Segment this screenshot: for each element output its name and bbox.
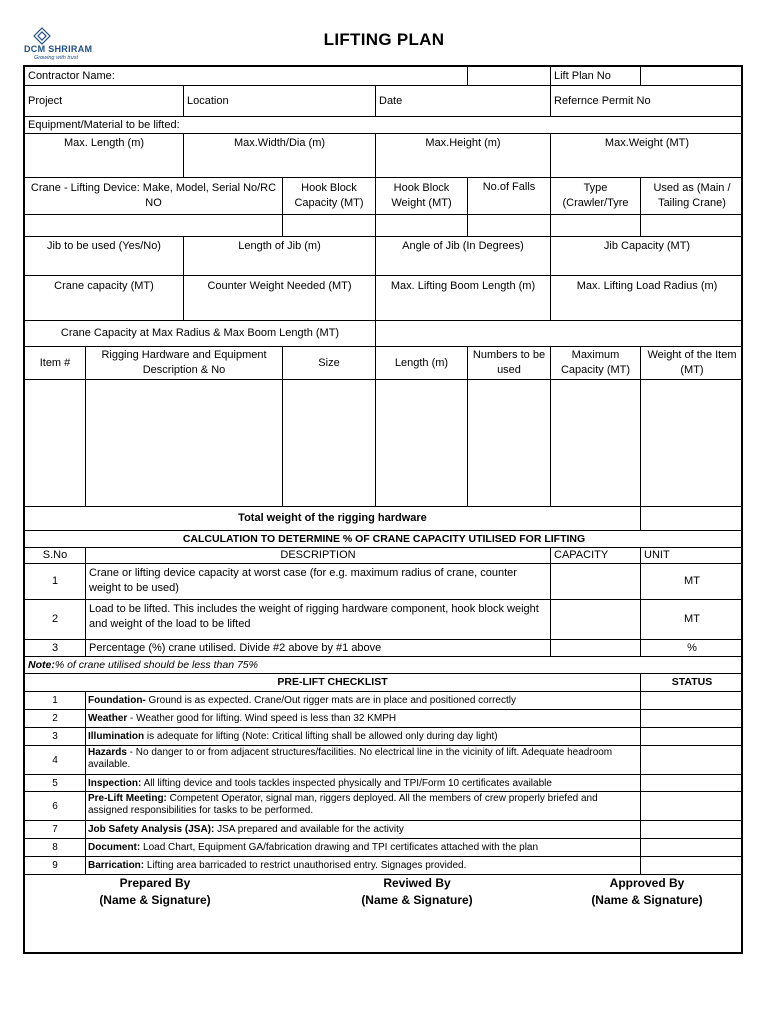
max-width-label: Max.Width/Dia (m) bbox=[184, 134, 376, 178]
checklist-item-bold: Foundation- bbox=[88, 695, 146, 706]
rigging-header-length: Length (m) bbox=[376, 347, 468, 380]
reviewed-by-block bbox=[343, 875, 491, 909]
calc-row-1-capacity[interactable] bbox=[551, 564, 641, 600]
rigging-header-numbers: Numbers to be used bbox=[468, 347, 551, 380]
jib-capacity-label: Jib Capacity (MT) bbox=[551, 237, 743, 276]
no-of-falls-label: No.of Falls bbox=[468, 178, 551, 215]
checklist-item-bold: Illumination bbox=[88, 731, 145, 742]
checklist-item-bold: Job Safety Analysis (JSA): bbox=[88, 824, 215, 835]
calc-header-capacity: CAPACITY bbox=[551, 548, 641, 564]
max-load-radius-label: Max. Lifting Load Radius (m) bbox=[551, 276, 743, 321]
checklist-item-bold: Barrication: bbox=[88, 860, 145, 871]
checklist-item-desc: Ground is as expected. Crane/Out rigger mats are in place and positioned correctly bbox=[145, 695, 516, 706]
jib-length-label: Length of Jib (m) bbox=[184, 237, 376, 276]
equipment-label: Equipment/Material to be lifted: bbox=[25, 117, 743, 134]
max-height-label: Max.Height (m) bbox=[376, 134, 551, 178]
checklist-item-status[interactable] bbox=[641, 821, 743, 839]
page-title: LIFTING PLAN bbox=[323, 30, 445, 49]
calc-row-2-unit: MT bbox=[641, 600, 743, 640]
checklist-item-text bbox=[86, 775, 641, 792]
calc-row-1-unit: MT bbox=[641, 564, 743, 600]
capacity-at-max-field[interactable] bbox=[376, 321, 743, 347]
checklist-item-desc: - No danger to or from adjacent structures/facilities. No electrical line in the vicinity of lift. Adequate headroom available. bbox=[88, 747, 613, 770]
crane-device-label: Crane - Lifting Device: Make, Model, Serial No/RC NO bbox=[25, 178, 283, 215]
calc-header-sno: S.No bbox=[25, 548, 86, 564]
checklist-item-text bbox=[86, 710, 641, 728]
prepared-by-name-sig: (Name & Signature) bbox=[99, 893, 211, 907]
calc-header-unit: UNIT bbox=[641, 548, 743, 564]
logo-tagline: Growing with trust bbox=[34, 55, 79, 61]
used-as-label: Used as (Main / Tailing Crane) bbox=[641, 178, 743, 215]
checklist-item-no: 7 bbox=[25, 821, 86, 839]
note-text: % of crane utilised should be less than 75% bbox=[54, 658, 258, 671]
crane-capacity-label: Crane capacity (MT) bbox=[25, 276, 184, 321]
hook-block-capacity-label: Hook Block Capacity (MT) bbox=[283, 178, 376, 215]
lift-plan-no-field[interactable] bbox=[641, 67, 743, 86]
jib-angle-label: Angle of Jib (In Degrees) bbox=[376, 237, 551, 276]
date-label: Date bbox=[376, 86, 551, 117]
used-as-field[interactable] bbox=[641, 215, 743, 237]
checklist-item-status[interactable] bbox=[641, 728, 743, 746]
rigging-item-cell[interactable] bbox=[25, 380, 86, 507]
lift-plan-no-label: Lift Plan No bbox=[551, 67, 641, 86]
reviewed-by-name-sig: (Name & Signature) bbox=[361, 893, 473, 907]
checklist-item-desc: Load Chart, Equipment GA/fabrication drawing and TPI certificates attached with the plan bbox=[140, 842, 539, 853]
max-weight-label: Max.Weight (MT) bbox=[551, 134, 743, 178]
logo-name: DCM SHRIRAM bbox=[24, 44, 93, 54]
reviewed-by-label: Reviwed By bbox=[383, 876, 451, 890]
calc-row-1-desc: Crane or lifting device capacity at worst case (for e.g. maximum radius of crane, counter weight to be used) bbox=[86, 564, 551, 600]
rigging-description-cell[interactable] bbox=[86, 380, 283, 507]
checklist-item-bold: Document: bbox=[88, 842, 141, 853]
checklist-item-desc: JSA prepared and available for the activity bbox=[214, 824, 404, 835]
max-boom-length-label: Max. Lifting Boom Length (m) bbox=[376, 276, 551, 321]
checklist-item-text bbox=[86, 692, 641, 710]
max-length-label: Max. Length (m) bbox=[25, 134, 184, 178]
checklist-item-bold: Weather bbox=[88, 713, 128, 724]
reference-permit-label: Refernce Permit No bbox=[551, 86, 743, 117]
calc-row-2-desc: Load to be lifted. This includes the weight of rigging hardware component, hook block weight and weight of the load to be lifted bbox=[86, 600, 551, 640]
checklist-item-status[interactable] bbox=[641, 775, 743, 792]
checklist-item-bold: Hazards bbox=[88, 747, 127, 758]
jib-used-label: Jib to be used (Yes/No) bbox=[25, 237, 184, 276]
calc-row-3-desc: Percentage (%) crane utilised. Divide #2 above by #1 above bbox=[86, 640, 551, 657]
checklist-item-desc: is adequate for lifting (Note: Critical lifting shall be allowed only during day light) bbox=[144, 731, 498, 742]
checklist-item-status[interactable] bbox=[641, 710, 743, 728]
rigging-header-weight: Weight of the Item (MT) bbox=[641, 347, 743, 380]
crane-device-field[interactable] bbox=[25, 215, 283, 237]
checklist-item-text bbox=[86, 857, 641, 875]
counter-weight-label: Counter Weight Needed (MT) bbox=[184, 276, 376, 321]
calc-row-3-unit: % bbox=[641, 640, 743, 657]
note-label: Note: bbox=[28, 658, 55, 671]
calc-row-3-capacity[interactable] bbox=[551, 640, 641, 657]
checklist-item-no: 8 bbox=[25, 839, 86, 857]
rigging-header-item: Item # bbox=[25, 347, 86, 380]
rigging-size-cell[interactable] bbox=[283, 380, 376, 507]
calculation-title: CALCULATION TO DETERMINE % OF CRANE CAPACITY UTILISED FOR LIFTING bbox=[25, 531, 743, 548]
checklist-item-bold: Inspection: bbox=[88, 778, 142, 789]
calc-row-2-capacity[interactable] bbox=[551, 600, 641, 640]
calc-row-1-no: 1 bbox=[25, 564, 86, 600]
prepared-by-label: Prepared By bbox=[119, 876, 191, 890]
checklist-item-no: 4 bbox=[25, 746, 86, 775]
approved-by-label: Approved By bbox=[609, 876, 685, 890]
checklist-item-status[interactable] bbox=[641, 692, 743, 710]
rigging-header-size: Size bbox=[283, 347, 376, 380]
checklist-item-text bbox=[86, 746, 641, 775]
calc-header-description: DESCRIPTION bbox=[86, 548, 551, 564]
hook-block-weight-label: Hook Block Weight (MT) bbox=[376, 178, 468, 215]
checklist-item-status[interactable] bbox=[641, 857, 743, 875]
checklist-item-no: 1 bbox=[25, 692, 86, 710]
prepared-by-block bbox=[81, 875, 229, 909]
checklist-item-no: 9 bbox=[25, 857, 86, 875]
hook-block-weight-field[interactable] bbox=[376, 215, 468, 237]
checklist-item-status[interactable] bbox=[641, 746, 743, 775]
checklist-item-text bbox=[86, 839, 641, 857]
crane-type-label: Type (Crawler/Tyre bbox=[551, 178, 641, 215]
rigging-header-description: Rigging Hardware and Equipment Description & No bbox=[86, 347, 283, 380]
checklist-item-desc: - Weather good for lifting. Wind speed is less than 32 KMPH bbox=[127, 713, 397, 724]
checklist-item-bold: Pre-Lift Meeting: bbox=[88, 793, 167, 804]
checklist-item-desc: Competent Operator, signal man, riggers deployed. All the members of crew properly briefed and assigned responsibilities for tasks to be performed. bbox=[88, 793, 598, 816]
rigging-weight-cell[interactable] bbox=[641, 380, 743, 507]
calc-row-3-no: 3 bbox=[25, 640, 86, 657]
checklist-item-no: 6 bbox=[25, 792, 86, 821]
checklist-item-no: 2 bbox=[25, 710, 86, 728]
checklist-item-desc: All lifting device and tools tackles inspected physically and TPI/Form 10 certificates available bbox=[141, 778, 552, 789]
rigging-numbers-cell[interactable] bbox=[468, 380, 551, 507]
approved-by-block bbox=[573, 875, 721, 909]
rigging-total-label: Total weight of the rigging hardware bbox=[25, 507, 641, 531]
checklist-item-text bbox=[86, 792, 641, 821]
checklist-item-status[interactable] bbox=[641, 792, 743, 821]
hook-block-capacity-field[interactable] bbox=[283, 215, 376, 237]
checklist-title: PRE-LIFT CHECKLIST bbox=[25, 674, 641, 692]
checklist-item-text bbox=[86, 821, 641, 839]
calc-row-2-no: 2 bbox=[25, 600, 86, 640]
contractor-name-field[interactable] bbox=[468, 67, 551, 86]
contractor-name-label: Contractor Name: bbox=[25, 67, 468, 86]
project-label: Project bbox=[25, 86, 184, 117]
rigging-length-cell[interactable] bbox=[376, 380, 468, 507]
capacity-at-max-label: Crane Capacity at Max Radius & Max Boom Length (MT) bbox=[25, 321, 376, 347]
rigging-total-field[interactable] bbox=[641, 507, 743, 531]
checklist-item-status[interactable] bbox=[641, 839, 743, 857]
lifting-plan-form bbox=[23, 65, 743, 954]
location-label: Location bbox=[184, 86, 376, 117]
checklist-item-no: 3 bbox=[25, 728, 86, 746]
rigging-header-capacity: Maximum Capacity (MT) bbox=[551, 347, 641, 380]
calculation-note bbox=[25, 657, 743, 674]
rigging-capacity-cell[interactable] bbox=[551, 380, 641, 507]
approved-by-name-sig: (Name & Signature) bbox=[591, 893, 703, 907]
checklist-item-no: 5 bbox=[25, 775, 86, 792]
checklist-item-desc: Lifting area barricaded to restrict unauthorised entry. Signages provided. bbox=[144, 860, 467, 871]
no-of-falls-field[interactable] bbox=[468, 215, 551, 237]
checklist-status-label: STATUS bbox=[641, 674, 743, 692]
crane-type-field[interactable] bbox=[551, 215, 641, 237]
checklist-item-text bbox=[86, 728, 641, 746]
